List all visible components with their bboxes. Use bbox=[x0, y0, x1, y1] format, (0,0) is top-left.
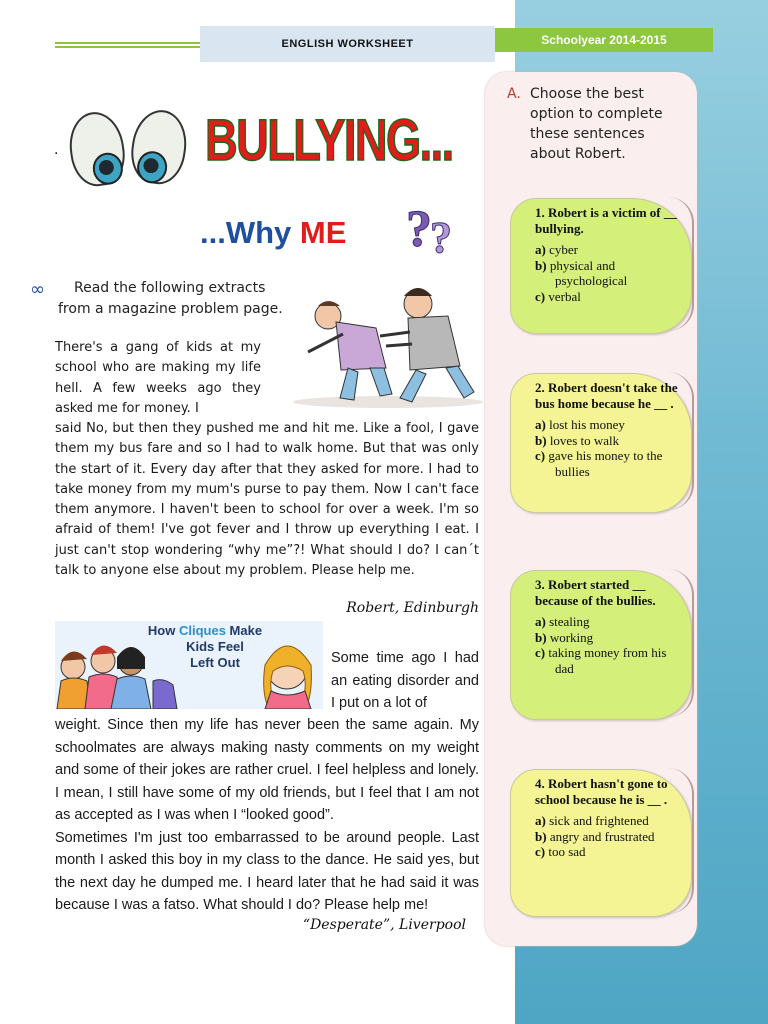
option-c[interactable] bbox=[535, 448, 683, 479]
svg-text:?: ? bbox=[406, 201, 432, 258]
bullying-title: BULLYING... bbox=[205, 108, 453, 173]
option-b[interactable] bbox=[535, 433, 683, 449]
cliques-caption-line3: Left Out bbox=[190, 655, 240, 670]
letter1-body: said No, but then they pushed me and hit me. Like a fool, I gave them my bus fare and so I had to walk home. But that was only the start of it. Every day after that they asked for more. I had to take money from my mum's purse to pay them. Now I can't face them anymore. I haven't been to school for over a week. I'm so afraid of them! I've got fever and I throw up everything I eat. I just can't stop wondering “why me”?! What should I do? I can´t talk to anyone else about my problem. Please help me. bbox=[55, 421, 479, 579]
option-key: b) bbox=[535, 257, 547, 273]
question-card-4 bbox=[510, 769, 692, 917]
option-b[interactable] bbox=[535, 829, 683, 845]
option-c[interactable] bbox=[535, 645, 683, 676]
option-text: gave his money to the bullies bbox=[548, 448, 663, 479]
option-key: c) bbox=[535, 645, 546, 660]
school-year-badge: Schoolyear 2014-2015 bbox=[495, 28, 713, 52]
cliques-caption-line1-c: Make bbox=[225, 623, 263, 638]
letter2-body bbox=[55, 714, 479, 917]
option-key: c) bbox=[535, 844, 546, 859]
cliques-caption-line2: Kids Feel bbox=[186, 639, 244, 654]
intro-instruction: Read the following extracts from a magazine problem page. bbox=[58, 280, 283, 317]
glasses-icon: ∞ bbox=[30, 279, 45, 300]
why-text: ...Why bbox=[200, 215, 292, 250]
why-me-title bbox=[200, 215, 346, 251]
title-dot: . bbox=[54, 142, 59, 158]
option-key: a) bbox=[535, 813, 546, 828]
option-c[interactable] bbox=[535, 289, 683, 305]
question-options bbox=[511, 813, 691, 860]
option-key: b) bbox=[535, 629, 547, 645]
option-c[interactable] bbox=[535, 844, 683, 860]
question-stem: 3. Robert started __ because of the bullies. bbox=[535, 577, 656, 608]
option-text: too sad bbox=[548, 844, 586, 859]
section-instruction: Choose the best option to complete these sentences about Robert. bbox=[530, 86, 663, 162]
option-a[interactable] bbox=[535, 614, 683, 630]
letter2-signature: “Desperate”, Liverpool bbox=[302, 917, 466, 933]
question-stem: 4. Robert hasn't gone to school because he is __ . bbox=[535, 776, 668, 807]
right-eye-icon bbox=[127, 107, 191, 188]
bullying-illustration bbox=[288, 282, 490, 412]
option-key: b) bbox=[535, 828, 547, 844]
cliques-caption bbox=[120, 623, 290, 671]
option-key: a) bbox=[535, 417, 546, 432]
question-card-2 bbox=[510, 373, 692, 513]
option-text: verbal bbox=[548, 288, 581, 304]
option-text: sick and frightened bbox=[549, 813, 649, 828]
option-a[interactable] bbox=[535, 813, 683, 829]
question-stem: 1. Robert is a victim of __ bullying. bbox=[535, 205, 677, 236]
letter2-intro: Some time ago I had an eating disorder and I put on a lot of bbox=[331, 650, 479, 711]
worksheet-title: ENGLISH WORKSHEET bbox=[281, 38, 414, 50]
option-text: cyber bbox=[549, 242, 578, 257]
option-key: a) bbox=[535, 614, 546, 629]
svg-text:?: ? bbox=[430, 213, 452, 260]
me-text: ME bbox=[299, 215, 347, 250]
question-stem: 2. Robert doesn't take the bus home because he __ . bbox=[535, 380, 678, 411]
option-a[interactable] bbox=[535, 242, 683, 258]
option-text: taking money from his dad bbox=[548, 645, 667, 676]
question-card-3 bbox=[510, 570, 692, 720]
option-a[interactable] bbox=[535, 417, 683, 433]
option-b[interactable] bbox=[535, 258, 683, 289]
option-key: b) bbox=[535, 432, 547, 448]
question-options bbox=[511, 242, 691, 304]
question-marks-icon bbox=[404, 194, 470, 260]
option-text: working bbox=[549, 629, 594, 645]
cliques-caption-line1 bbox=[120, 623, 290, 639]
question-options bbox=[511, 614, 691, 676]
left-eye-icon bbox=[65, 109, 129, 190]
question-card-1 bbox=[510, 198, 692, 334]
letter1-signature: Robert, Edinburgh bbox=[346, 600, 479, 616]
option-text: stealing bbox=[549, 614, 590, 629]
letter2-paragraph-2: Sometimes I'm just too embarrassed to be around people. Last month I asked this boy in my class to the dance. He said yes, but the next day he dumped me. I heard later that he had said it was because I was a fatso. What should I do? Please help me! bbox=[55, 829, 479, 913]
option-text: loves to walk bbox=[549, 432, 620, 448]
question-options bbox=[511, 417, 691, 479]
cliques-caption-line1-a: How bbox=[147, 623, 179, 638]
option-key: c) bbox=[535, 448, 546, 463]
option-b[interactable] bbox=[535, 630, 683, 646]
option-text: physical and psychological bbox=[549, 257, 628, 288]
header-divider bbox=[55, 42, 200, 48]
option-text: lost his money bbox=[549, 417, 625, 432]
option-key: a) bbox=[535, 242, 546, 257]
section-letter: A. bbox=[507, 86, 521, 102]
letter1-intro: There's a gang of kids at my school who are making my life hell. A few weeks ago they asked me for money. I bbox=[55, 340, 261, 416]
option-key: c) bbox=[535, 288, 546, 304]
letter2-paragraph-1: weight. Since then my life has never been the same again. My schoolmates are always making nasty comments on my weight and some of their jokes are rather cruel. I feel helpless and lonely. I mean, I still have some of my old friends, but I feel that I am not as accepted as I was when I “looked good”. bbox=[55, 717, 479, 823]
option-text: angry and frustrated bbox=[549, 828, 655, 844]
cliques-word: Cliques bbox=[178, 623, 226, 638]
